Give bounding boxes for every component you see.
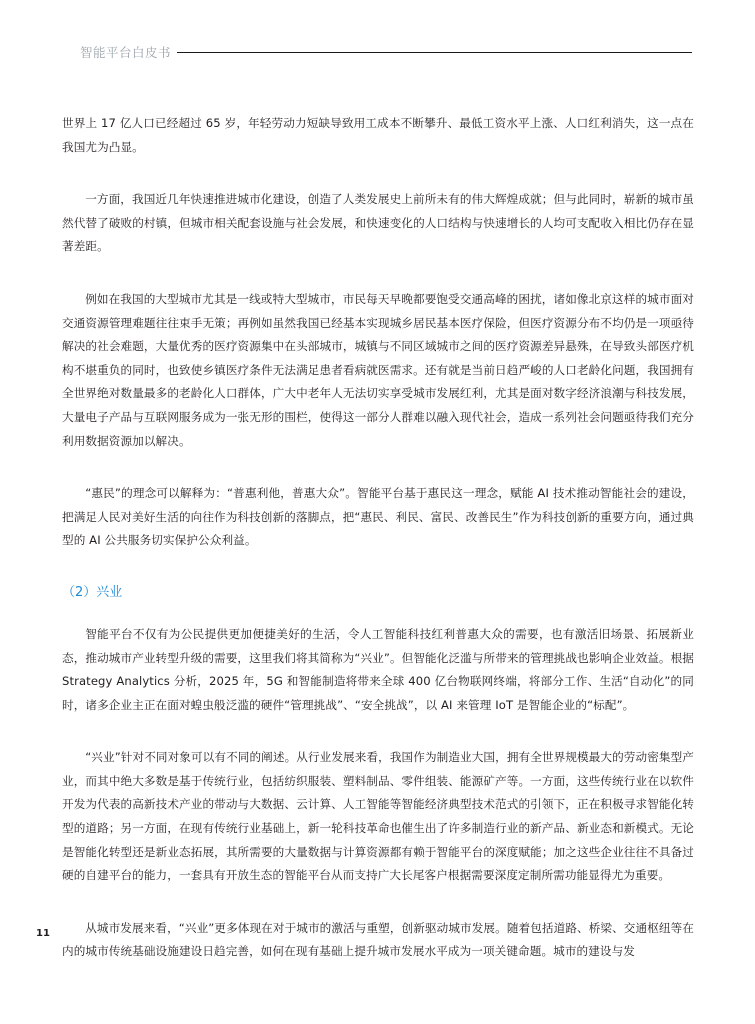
document-title: 智能平台白皮书 [80, 45, 172, 60]
section-heading: （2）兴业 [62, 584, 123, 600]
body-text [62, 112, 694, 993]
page-header [80, 44, 692, 64]
page-number: 11 [36, 928, 50, 939]
header-divider [177, 52, 692, 53]
paragraph: 智能平台不仅有为公民提供更加便捷美好的生活，令人工智能科技红利普惠大众的需要，也有激活旧场景、拓展新业态，推动城市产业转型升级的需要，这里我们将其简称为“兴业”。但智能化泛滥与所带来的管理挑战也影响企业效益。根据 Strategy Analytics 分析，2025 年，5G 和智能制造将带来全球 400 亿台物联网终端，将部分工作、生活“自动化”的同时，诸多企业主正在面对蝗虫般泛滥的硬件“管理挑战”、“安全挑战”，以 AI 来管理 IoT 是智能企业的“标配”。 [62, 626, 694, 712]
paragraph: 世界上 17 亿人口已经超过 65 岁，年轻劳动力短缺导致用工成本不断攀升、最低工资水平上涨、人口红利消失，这一点在我国尤为凸显。 [62, 116, 694, 154]
paragraph: “惠民”的理念可以解释为：“普惠利他，普惠大众”。智能平台基于惠民这一理念，赋能 AI 技术推动智能社会的建设，把满足人民对美好生活的向往作为科技创新的落脚点，把“惠民、利民、富民、改善民生”作为科技创新的重要方向，通过典型的 AI 公共服务切实保护公众利益。 [62, 486, 694, 548]
paragraph: 一方面，我国近几年快速推进城市化建设，创造了人类发展史上前所未有的伟大辉煌成就；但与此同时，崭新的城市虽然代替了破败的村镇，但城市相关配套设施与社会发展，和快速变化的人口结构与快速增长的人均可支配收入相比仍存在显著差距。 [62, 192, 694, 254]
paragraph: 从城市发展来看，“兴业”更多体现在对于城市的激活与重塑，创新驱动城市发展。随着包括道路、桥梁、交通枢纽等在内的城市传统基础设施建设日趋完善，如何在现有基础上提升城市发展水平成为一项关键命题。城市的建设与发 [62, 920, 694, 959]
paragraph: 例如在我国的大型城市尤其是一线或特大型城市，市民每天早晚都要饱受交通高峰的困扰，诸如像北京这样的城市面对交通资源管理难题往往束手无策；再例如虽然我国已经基本实现城乡居民基本医疗保险，但医疗资源分布不均仍是一项亟待解决的社会难题，大量优秀的医疗资源集中在头部城市，城镇与不同区域城市之间的医疗资源差异悬殊，在导致头部医疗机构不堪重负的同时，也致使乡镇医疗条件无法满足患者看病就医需求。还有就是当前日趋严峻的人口老龄化问题，我国拥有全世界绝对数量最多的老龄化人口群体，广大中老年人无法切实享受城市发展红利，尤其是面对数字经济浪潮与科技发展，大量电子产品与互联网服务成为一张无形的围栏，使得这一部分人群难以融入现代社会，造成一系列社会问题亟待我们充分利用数据资源加以解决。 [62, 291, 694, 448]
paragraph: “兴业”针对不同对象可以有不同的阐述。从行业发展来看，我国作为制造业大国，拥有全世界规模最大的劳动密集型产业，而其中绝大多数是基于传统行业，包括纺织服装、塑料制品、零件组装、能源矿产等。一方面，这些传统行业在以软件开发为代表的高新技术产业的带动与大数据、云计算、人工智能等智能经济典型技术范式的引领下，正在积极寻求智能化转型的道路；另一方面，在现有传统行业基础上，新一轮科技革命也催生出了许多制造行业的新产品、新业态和新模式。无论是智能化转型还是新业态拓展，其所需要的大量数据与计算资源都有赖于智能平台的深度赋能；加之这些企业往往不具备过硬的自建平台的能力，一套具有开放生态的智能平台从而支持广大长尾客户根据需要深度定制所需功能显得尤为重要。 [62, 750, 694, 883]
